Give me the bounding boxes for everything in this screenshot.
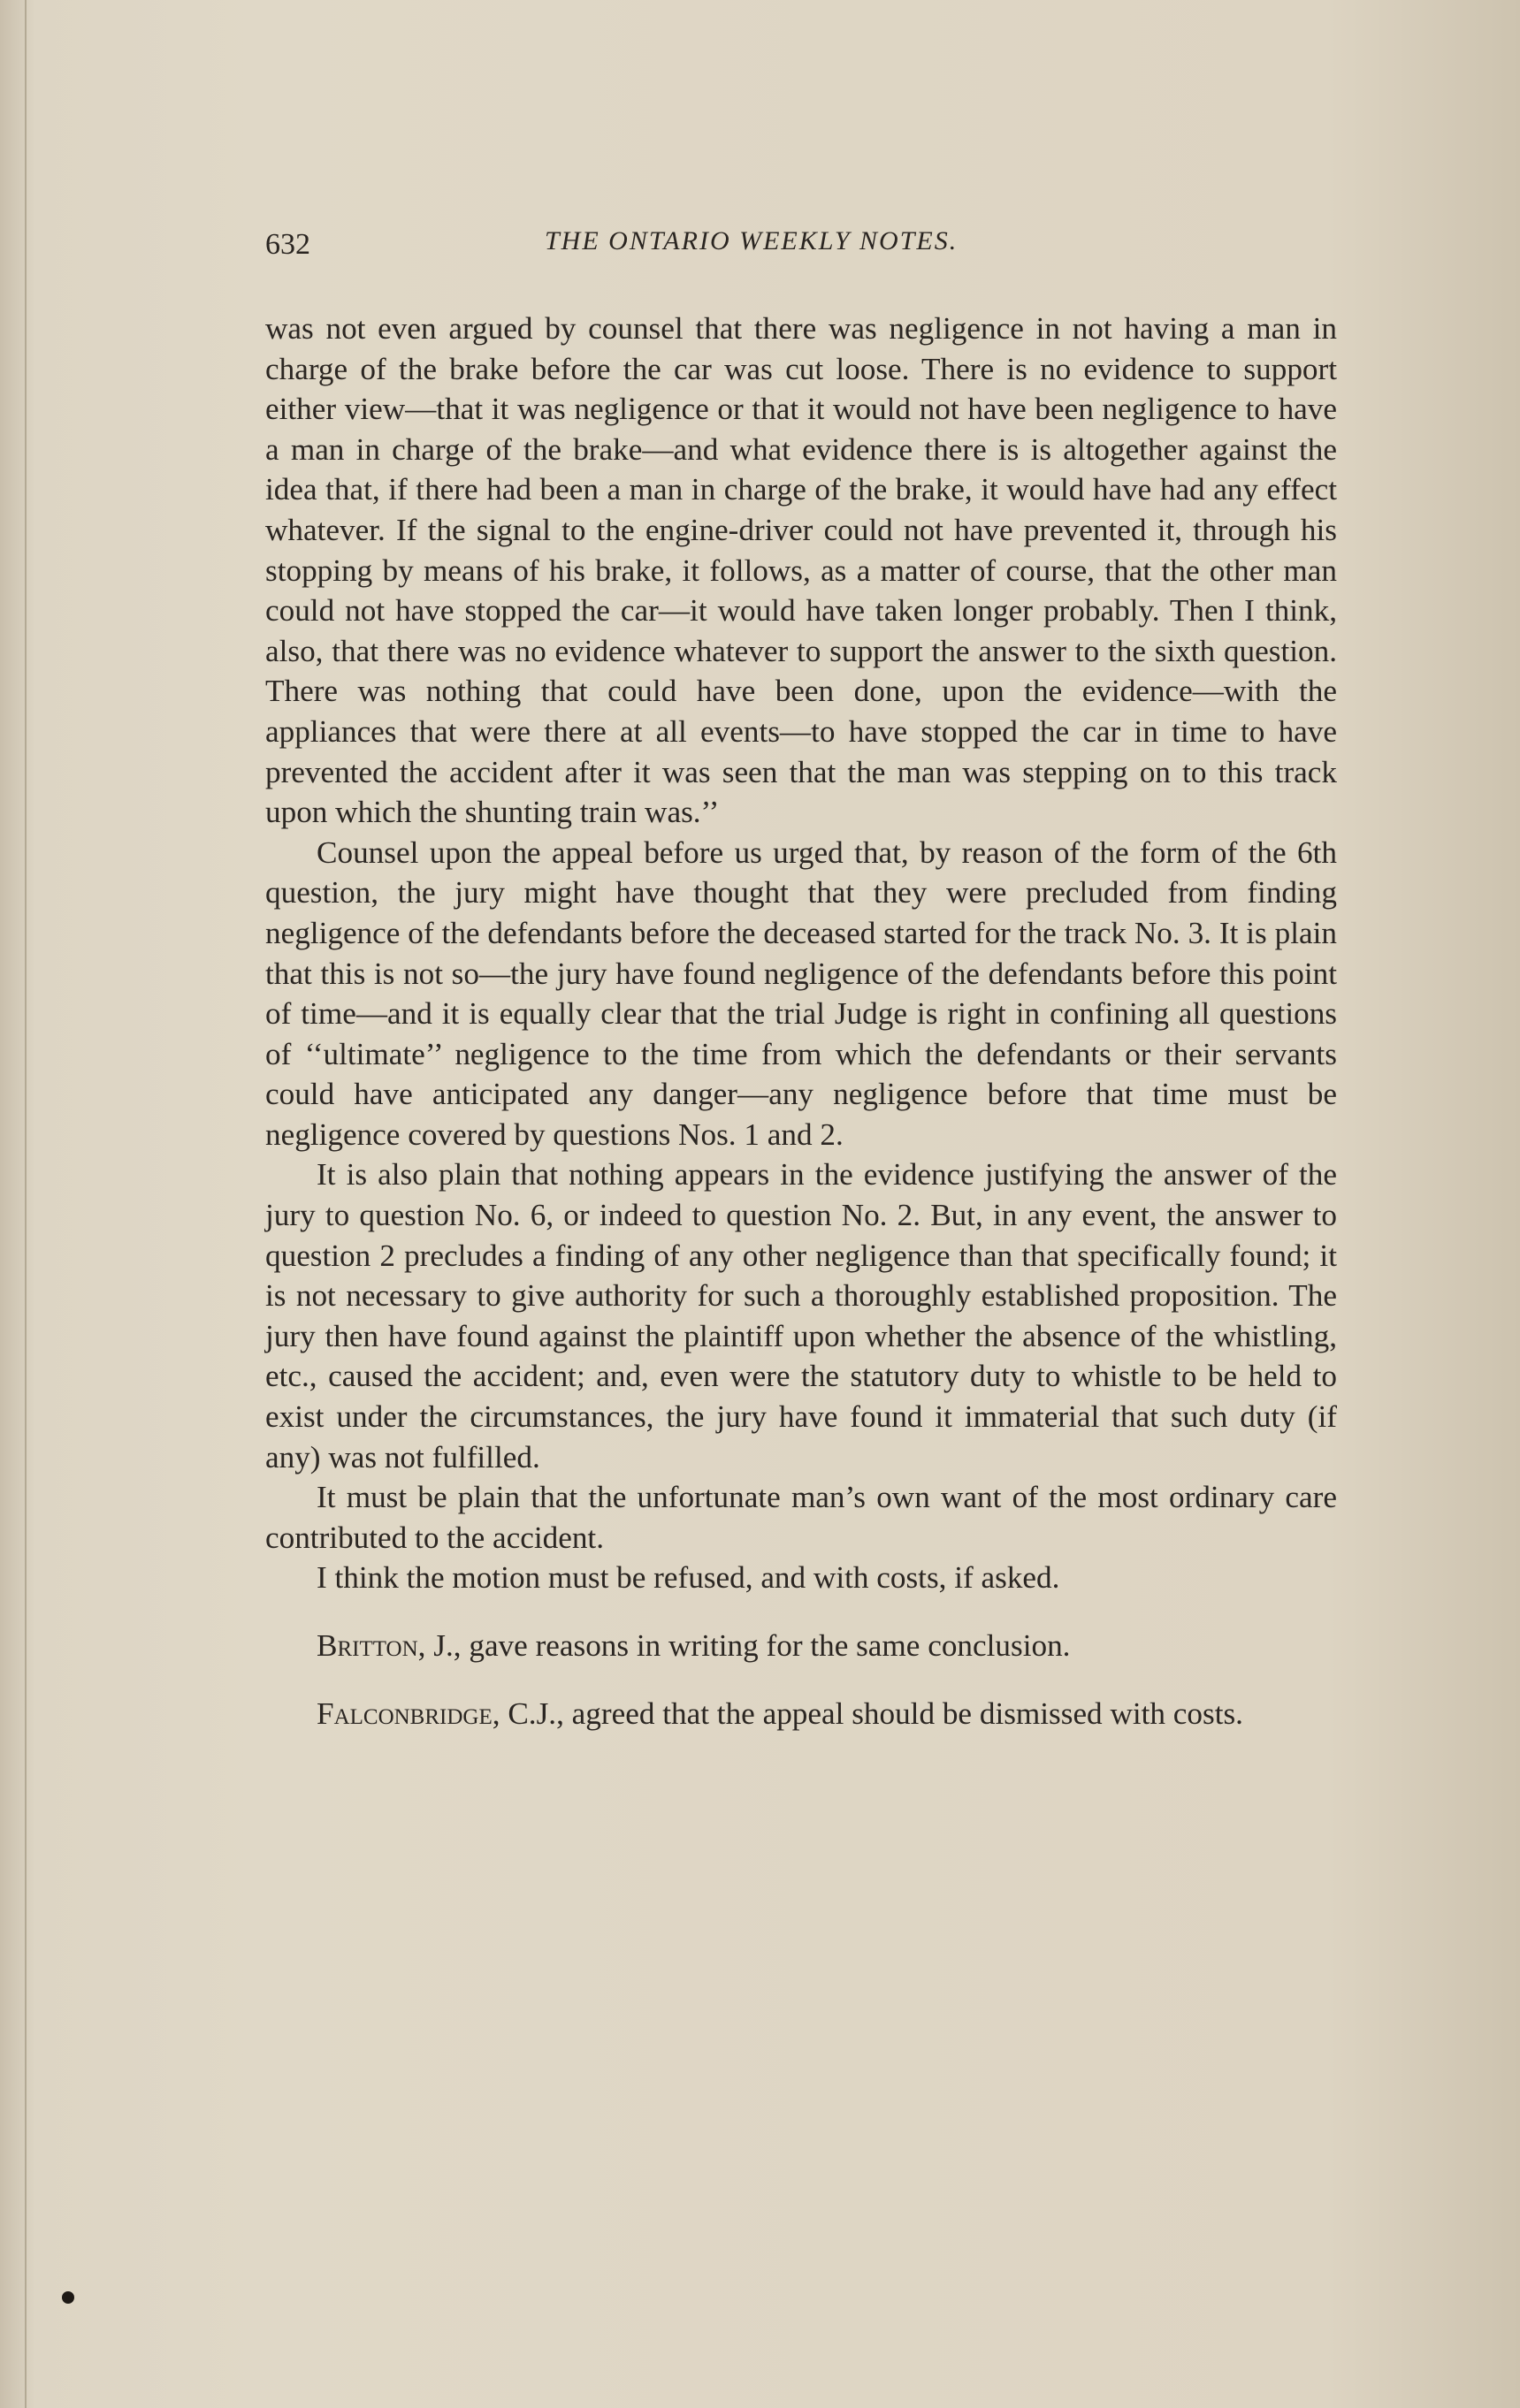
paragraph: Counsel upon the appeal before us urged that, by reason of the form of the 6th question, the jury might have thought that they were precluded from finding negligence of the defendants before the deceased started for the track No. 3. It is plain that this is not so—the jury have found negligence of the defendants before this point of time—and it is equally clear that the trial Judge is right in confining all questions of ‘‘ultimate’’ negligence to the time from which the defendants or their servants could have anticipated any danger—any negligence before that time must be negligence covered by questions Nos. 1 and 2.: [265, 834, 1337, 1152]
judge-name: Britton: [317, 1628, 418, 1663]
running-head: [265, 228, 1337, 272]
paragraph: I think the motion must be refused, and with costs, if asked.: [317, 1560, 1060, 1596]
paragraph: was not even argued by counsel that there was negligence in not having a man in charge of the brake before the car was cut loose. There is no evidence to support either view—that it was negligence or that it would not have been negligence to have a man in charge of the brake—and what evidence there is is altogether against the idea that, if there had been a man in charge of the brake, it would have had any effect whatever. If the signal to the engine-driver could not have prevented it, through his stopping by means of his brake, it follows, as a matter of course, that the other man could not have stopped the car—it would have taken longer probably. Then I think, also, that there was no evidence whatever to support the answer to the sixth question. There was nothing that could have been done, upon the evidence—with the appliances that were there at all events—to have stopped the car in time to have prevented the accident after it was seen that the man was stepping on to this track upon which the shunting train was.’’: [265, 311, 1337, 830]
page-body: [265, 309, 1337, 1734]
opinion-text: , C.J., agreed that the appeal should be dismissed with costs.: [492, 1696, 1243, 1731]
ink-dot: [62, 2291, 74, 2304]
judge-name: Falconbridge: [317, 1696, 493, 1731]
journal-title: THE ONTARIO WEEKLY NOTES.: [545, 226, 959, 255]
falconbridge-opinion: [265, 1694, 1337, 1734]
opinion-text: , J., gave reasons in writing for the same conclusion.: [417, 1628, 1071, 1663]
page-edge-shadow: [25, 0, 27, 2408]
britton-opinion: [265, 1626, 1337, 1666]
paragraph: It is also plain that nothing appears in the evidence justifying the answer of the jury to question No. 6, or indeed to question No. 2. But, in any event, the answer to question 2 precludes a finding of any other negligence than that specifically found; it is not necessary to give authority for such a thoroughly established proposition. The jury then have found against the plaintiff upon whether the absence of the whistling, etc., caused the accident; and, even were the statutory duty to whistle to be held to exist under the circumstances, the jury have found it immaterial that such duty (if any) was not fulfilled.: [265, 1157, 1337, 1475]
paragraph: It must be plain that the unfortunate man’s own want of the most ordinary care contributed to the accident.: [265, 1480, 1337, 1555]
page-number: 632: [265, 228, 310, 261]
